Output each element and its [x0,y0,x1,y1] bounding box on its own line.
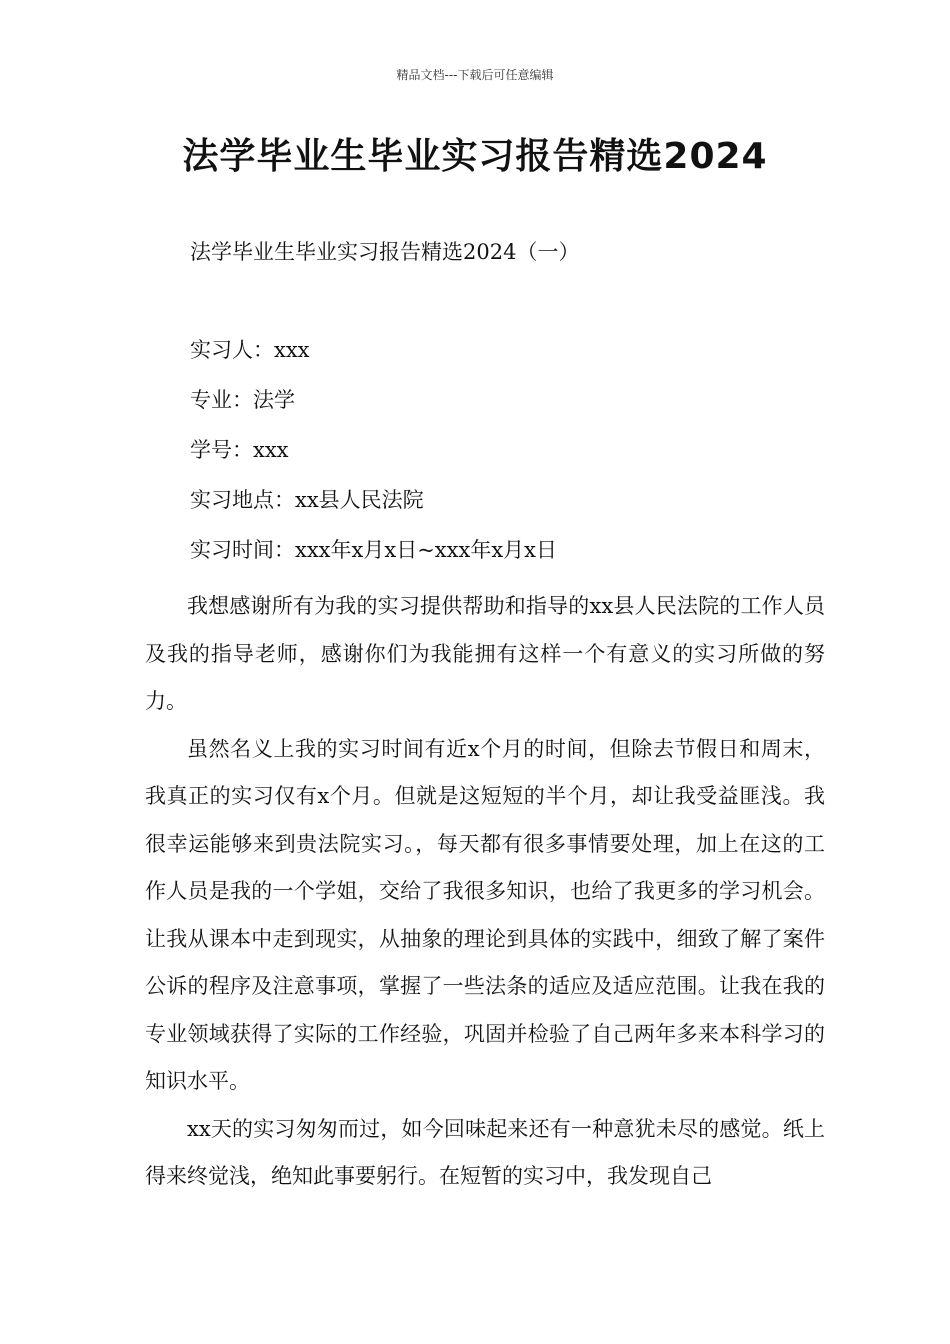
section-subtitle: 法学毕业生毕业实习报告精选2024（一） [190,240,580,264]
paragraph-experience: 虽然名义上我的实习时间有近x个月的时间，但除去节假日和周末，我真正的实习仅有x个月。但就是这短短的半个月，却让我受益匪浅。我很幸运能够来到贵法院实习。，每天都有很多事情要处理，加上在这的工作人员是我的一个学姐，交给了我很多知识，也给了我更多的学习机会。让我从课本中走到现实，从抽象的理论到具体的实践中，细致了解了案件公诉的程序及注意事项，掌握了一些法条的适应及适应范围。让我在我的专业领域获得了实际的工作经验，巩固并检验了自己两年多来本科学习的知识水平。 [145,736,825,1093]
paragraph-reflection: xx天的实习匆匆而过，如今回味起来还有一种意犹未尽的感觉。纸上得来终觉浅，绝知此事要躬行。在短暂的实习中，我发现自己 [145,1116,825,1188]
document-title: 法学毕业生毕业实习报告精选2024 [182,136,768,177]
paragraph-thanks: 我想感谢所有为我的实习提供帮助和指导的xx县人民法院的工作人员及我的指导老师，感谢你们为我能拥有这样一个有意义的实习所做的努力。 [145,594,825,713]
intern-student-id: 学号：xxx [190,438,289,462]
intern-major: 专业：法学 [190,388,295,412]
intern-info-list [190,336,557,586]
intern-name: 实习人：xxx [190,338,310,362]
intern-period: 实习时间：xxx年x月x日~xxx年x月x日 [190,538,558,562]
intern-location: 实习地点：xx县人民法院 [190,488,424,512]
report-body [145,583,825,1201]
header-note: 精品文档---下载后可任意编辑 [396,68,554,82]
